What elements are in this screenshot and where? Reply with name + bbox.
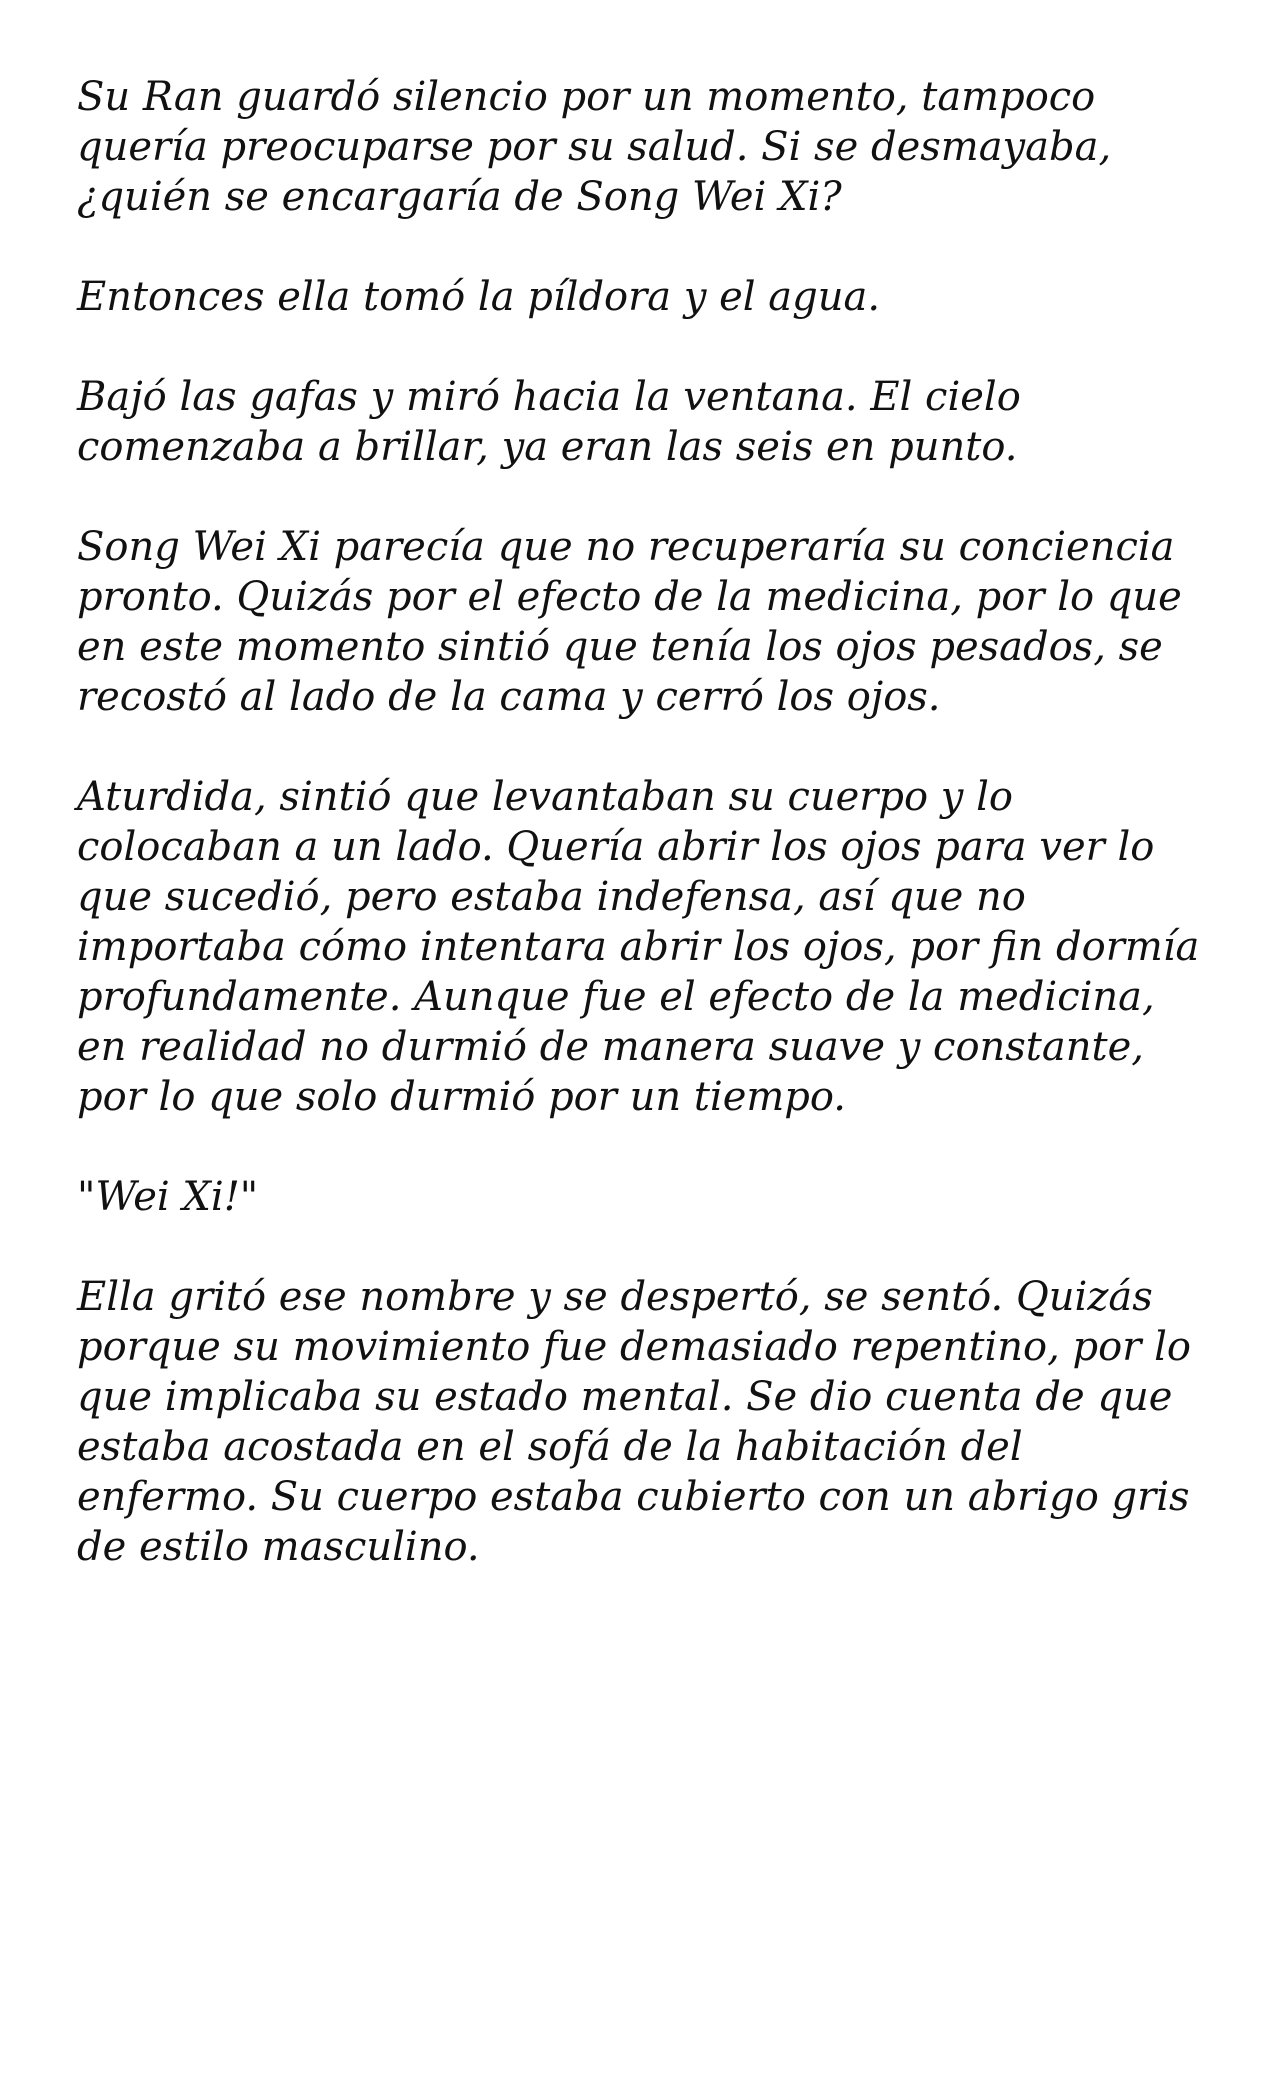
- paragraph-1: Su Ran guardó silencio por un momento, tampoco quería preocuparse por su salud. Si se desmayaba, ¿quién se encargaría de Song Wei Xi?: [77, 74, 1112, 220]
- document-body: [77, 72, 1207, 1572]
- paragraph-2: Entonces ella tomó la píldora y el agua.: [77, 274, 881, 320]
- paragraph-6: "Wei Xi!": [77, 1174, 259, 1220]
- paragraph-5: Aturdida, sintió que levantaban su cuerpo y lo colocaban a un lado. Quería abrir los ojos para ver lo que sucedió, pero estaba indefensa, así que no importaba cómo intentara abrir los ojos, por fin dormía profundamente. Aunque fue el efecto de la medicina, en realidad no durmió de manera suave y constante, por lo que solo durmió por un tiempo.: [77, 774, 1200, 1120]
- paragraph-7: Ella gritó ese nombre y se despertó, se sentó. Quizás porque su movimiento fue demasiado repentino, por lo que implicaba su estado mental. Se dio cuenta de que estaba acostada en el sofá de la habitación del enfermo. Su cuerpo estaba cubierto con un abrigo gris de estilo masculino.: [77, 1274, 1191, 1570]
- paragraph-3: Bajó las gafas y miró hacia la ventana. El cielo comenzaba a brillar, ya eran las seis en punto.: [77, 374, 1021, 470]
- paragraph-4: Song Wei Xi parecía que no recuperaría su conciencia pronto. Quizás por el efecto de la medicina, por lo que en este momento sintió que tenía los ojos pesados, se recostó al lado de la cama y cerró los ojos.: [77, 524, 1182, 720]
